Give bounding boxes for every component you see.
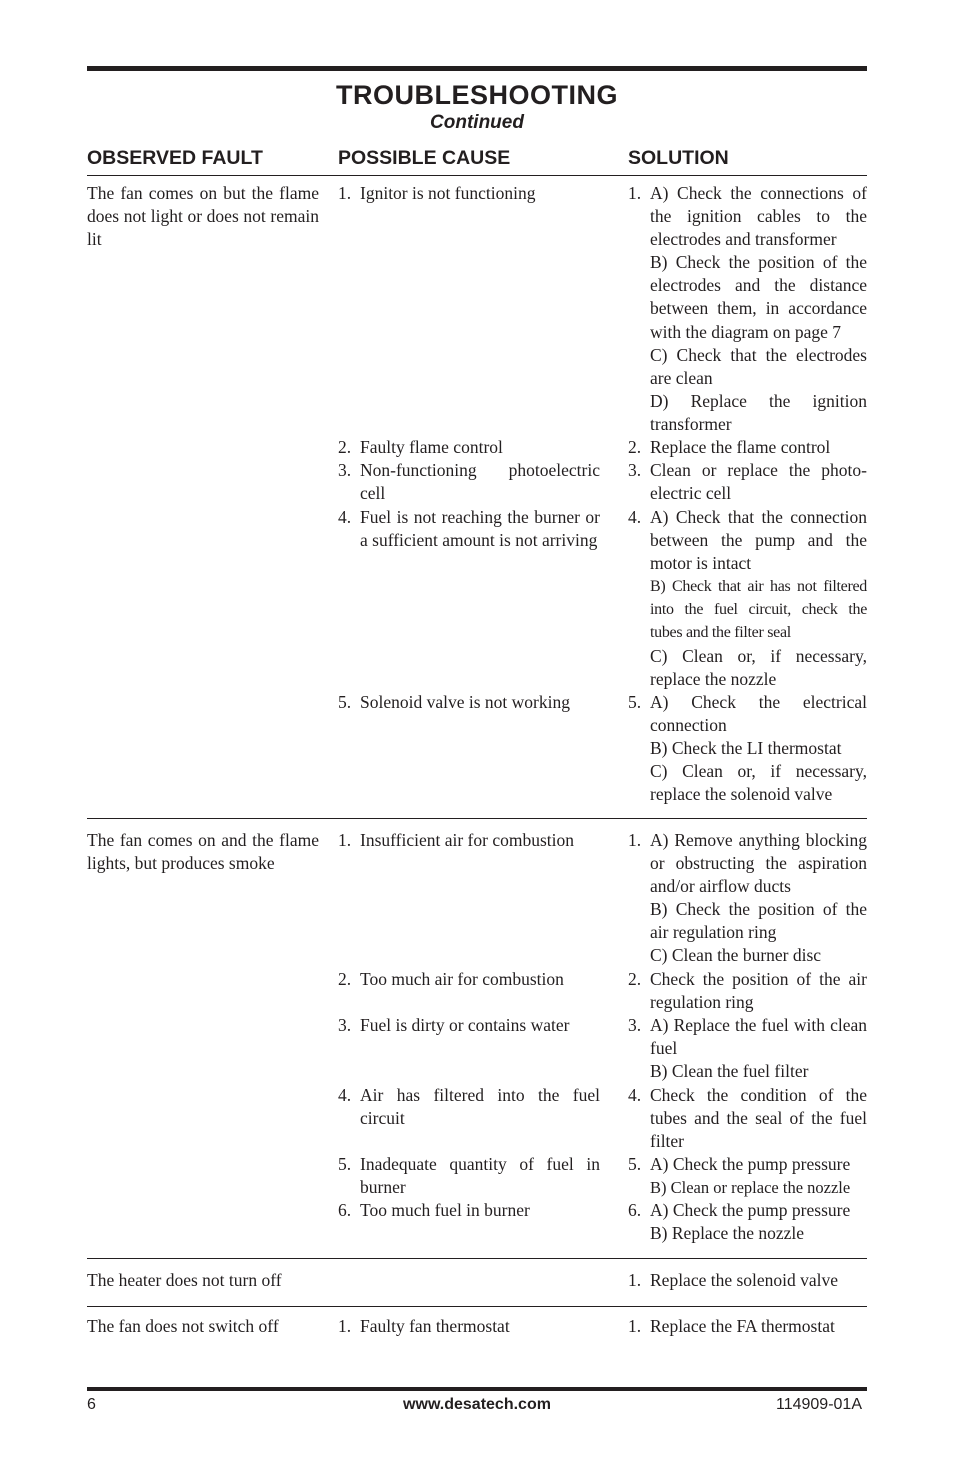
fault-text: The fan comes on and the flame lights, but produces smoke [87,830,319,874]
website-link[interactable]: www.desatech.com [403,1396,551,1413]
cause-item: 1. Insufficient air for combustion [338,830,574,850]
solution-item: 1. A) Check the connections of the ignition cables to the electrodes and transformer B) Check the position of the electrodes and the distance between them, in accordance with the diagram on page 7 C) Check that the electrodes are clean D) Replace the ignition transformer [628,183,867,434]
fault-text: The fan comes on but the flame does not light or does not remain lit [87,183,319,250]
solution-item: 1. Replace the FA thermostat [628,1316,835,1336]
page-subtitle: Continued [430,112,524,133]
cause-item: 4. Fuel is not reaching the burner or a sufficient amount is not arriving [338,507,600,551]
page-number: 6 [87,1396,96,1413]
solution-item: 4. Check the condition of the tubes and the seal of the fuel filter [628,1085,867,1152]
fault-text: The fan does not switch off [87,1316,279,1336]
cause-item: 5. Solenoid valve is not working [338,692,570,712]
column-header-cause: POSSIBLE CAUSE [338,147,511,169]
solution-item: 1. Replace the solenoid valve [628,1270,839,1290]
cause-item: 2. Too much air for combustion [338,969,564,989]
column-header-fault: OBSERVED FAULT [87,147,263,169]
cause-item: 1. Faulty fan thermostat [338,1316,510,1336]
solution-item: 4. A) Check that the connection between the pump and the motor is intact B) Check that air has not filtered into the fuel circuit, check the tubes and the filter seal C) Clean or, if necessary, replace the nozzle [628,507,867,689]
header-rule [87,175,867,176]
cause-item: 2. Faulty flame control [338,437,503,457]
solution-item: 1. A) Remove anything blocking or obstructing the aspiration and/or airflow ducts B) Check the position of the air regulation ring C) Clean the burner disc [628,830,867,966]
solution-item: 5. A) Check the pump pressure B) Clean or replace the nozzle [628,1154,851,1198]
solution-item: 2. Check the position of the air regulation ring [628,969,867,1013]
row-divider [87,1306,867,1307]
row-divider [87,1258,867,1259]
page-title: TROUBLESHOOTING [336,80,618,110]
cause-item: 1. Ignitor is not functioning [338,183,536,203]
solution-item: 3. A) Replace the fuel with clean fuel B) Clean the fuel filter [628,1015,867,1082]
cause-item: 3. Non-functioning photoelectric cell [338,460,600,504]
column-header-solution: SOLUTION [628,147,729,169]
cause-item: 3. Fuel is dirty or contains water [338,1015,570,1035]
solution-item: 3. Clean or replace the photo-electric cell [628,460,867,504]
row-divider [87,818,867,819]
solution-item: 2. Replace the flame control [628,437,831,457]
document-number: 114909-01A [776,1396,862,1413]
cause-item: 4. Air has filtered into the fuel circuit [338,1085,600,1129]
cause-item: 6. Too much fuel in burner [338,1200,530,1220]
top-rule [87,66,867,71]
fault-text: The heater does not turn off [87,1270,282,1290]
solution-item: 5. A) Check the electrical connection B) Check the LI thermostat C) Clean or, if necessary, replace the solenoid valve [628,692,867,805]
cause-item: 5. Inadequate quantity of fuel in burner [338,1154,600,1198]
footer-rule [87,1387,867,1391]
solution-item: 6. A) Check the pump pressure B) Replace the nozzle [628,1200,851,1244]
